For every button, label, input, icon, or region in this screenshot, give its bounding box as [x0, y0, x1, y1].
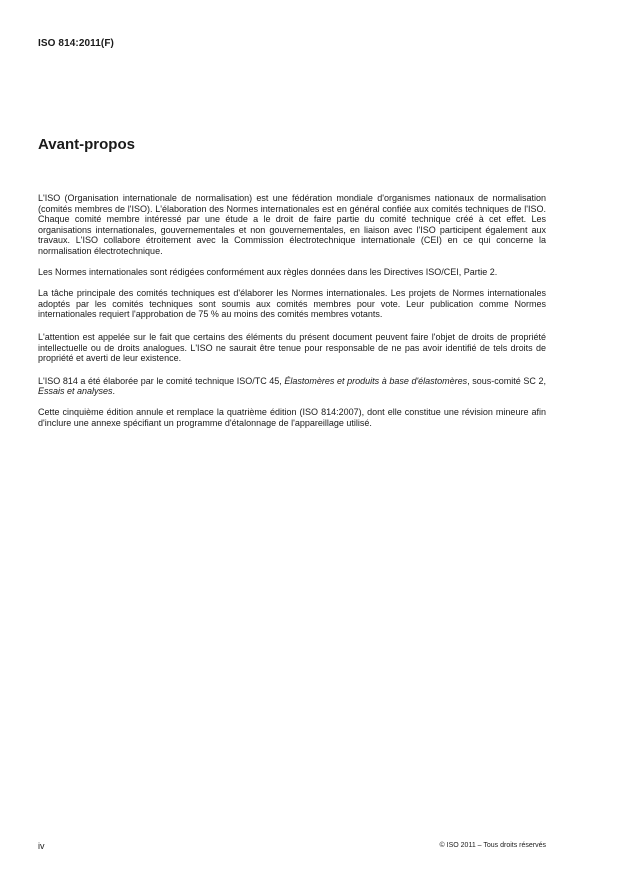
page-number: iv: [38, 841, 45, 851]
paragraph-directives: Les Normes internationales sont rédigées conformément aux règles données dans les Directives ISO/CEI, Partie 2.: [38, 266, 498, 277]
foreword-body: [38, 193, 546, 438]
subcommittee-title: Essais et analyses: [38, 386, 113, 397]
committee-title: Élastomères et produits à base d'élastomères: [284, 375, 468, 386]
subcommittee-text: , sous-comité SC 2,: [467, 375, 546, 386]
paragraph-technical-committees: La tâche principale des comités techniques est d'élaborer les Normes internationales. Les projets de Normes internationales adoptés par les comités techniques sont soumis aux comités membres pour vote. Leur publication comme Normes internationales requiert l'approbation de 75 % au moins des comités membres votants.: [38, 288, 546, 320]
paragraph-edition: Cette cinquième édition annule et remplace la quatrième édition (ISO 814:2007), dont elle constitue une révision mineure afin d'inclure une annexe spécifiant un programme d'étalonnage de l'appareillage utilisé.: [38, 406, 546, 428]
prepared-by-end: .: [112, 386, 116, 397]
paragraph-prepared-by: [38, 376, 546, 397]
paragraph-patent-rights: L'attention est appelée sur le fait que certains des éléments du présent document peuvent faire l'objet de droits de propriété intellectuelle ou de droits analogues. L'ISO ne saurait être tenue pour responsable de ne pas avoir identifié de tels droits de propriété et averti de leur existence.: [38, 331, 546, 364]
page-title: Avant-propos: [38, 136, 135, 153]
copyright-notice: © ISO 2011 – Tous droits réservés: [439, 842, 546, 849]
prepared-by-text: L'ISO 814 a été élaborée par le comité technique ISO/TC 45,: [38, 375, 285, 386]
paragraph-iso-organisation: L'ISO (Organisation internationale de normalisation) est une fédération mondiale d'organismes nationaux de normalisation (comités membres de l'ISO). L'élaboration des Normes internationales est en général confiée aux comités techniques de l'ISO. Chaque comité membre intéressé par une étude a le droit de faire partie du comité technique créé à cet effet. Les organisations internationales, gouvernementales et non gouvernementales, en liaison avec l'ISO participent également aux travaux. L'ISO collabore étroitement avec la Commission électrotechnique internationale (CEI) en ce qui concerne la normalisation électrotechnique.: [38, 193, 546, 256]
document-id-header: ISO 814:2011(F): [38, 38, 114, 49]
